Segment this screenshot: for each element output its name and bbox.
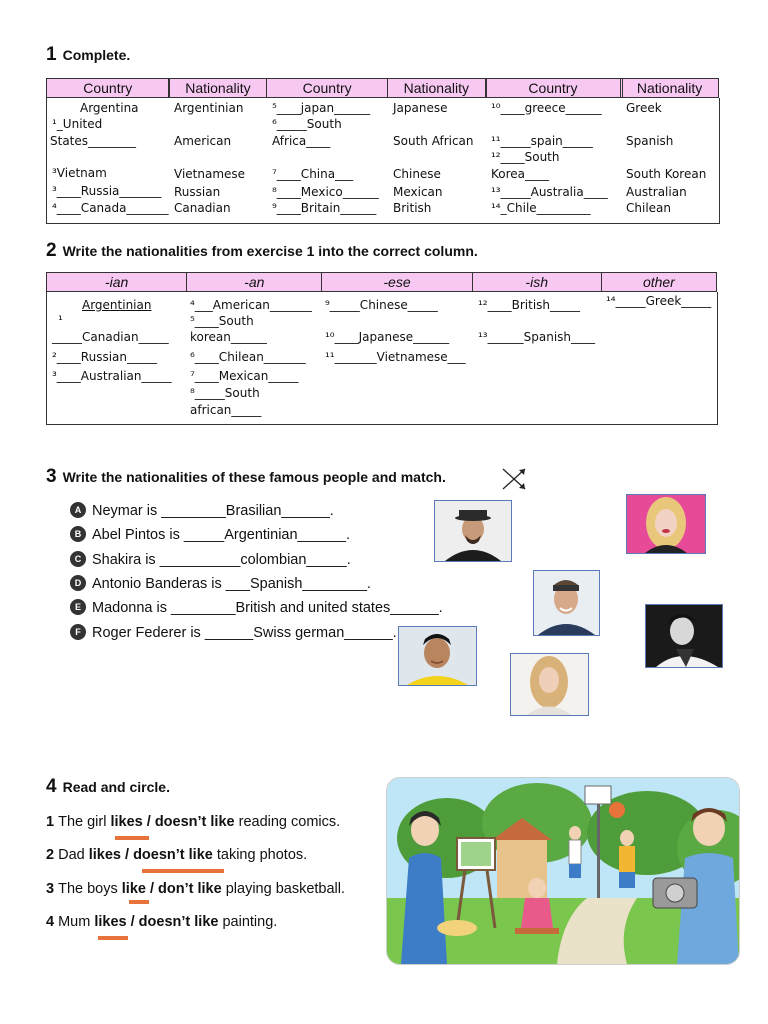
table-cell-text: States________	[50, 134, 137, 148]
table-cell-text: Korea____	[491, 167, 550, 181]
table-cell-text: Vietnamese	[174, 167, 246, 181]
table-cell-text: South Korean	[626, 167, 707, 181]
sentence-text: Madonna is ________British and united states______.	[92, 600, 443, 617]
table-cell-text: _____Canadian_____	[52, 330, 169, 344]
table-cell-text: ⁶____Chilean_______	[190, 350, 306, 364]
table-cell-text: ³____Russia_______	[52, 184, 162, 198]
table-cell-text: ¹¹_____spain_____	[491, 134, 593, 148]
table-cell-text: ¹³______Spanish____	[478, 330, 596, 344]
read-and-circle-line	[46, 881, 345, 897]
photo-blonde-woman	[626, 494, 706, 554]
table-cell-text: ⁴____Canada_______	[52, 201, 169, 215]
exercise-instruction: Write the nationalities of these famous people and match.	[62, 469, 446, 485]
exercise-number: 3	[46, 466, 57, 487]
sentence-text: Shakira is __________colombian_____.	[92, 551, 351, 568]
table-cell-text: Chinese	[393, 167, 441, 181]
sentence-text: Neymar is ________Brasilian______.	[92, 503, 334, 519]
table-cell-text: ¹¹_______Vietnamese___	[325, 350, 466, 364]
table-cell-text: ⁴___American_______	[190, 298, 312, 312]
circle-choice: like / don’t like	[121, 880, 222, 897]
table-cell-text: ⁵____japan______	[272, 101, 371, 115]
table-cell-text: Chilean	[626, 201, 671, 215]
table-cell-text: ¹³_____Australia____	[491, 185, 608, 199]
line-suffix: playing basketball.	[221, 880, 346, 897]
exercise-number: 2	[46, 240, 57, 261]
sentence-text: Roger Federer is ______Swiss german______.	[92, 624, 397, 641]
header-nationality: Nationality	[169, 79, 267, 98]
exercise-number: 4	[46, 776, 57, 797]
header-other: other	[601, 273, 716, 292]
table-cell-text: British	[393, 201, 432, 215]
header-nationality: Nationality	[387, 79, 485, 98]
circle-answer-mark	[98, 936, 128, 940]
line-number: 1	[46, 814, 59, 830]
exercise-instruction: Read and circle.	[62, 779, 170, 795]
table-cell-text: ¹	[58, 313, 63, 327]
table-cell-text: ²____Russian_____	[52, 350, 158, 364]
exercise-number: 1	[46, 44, 57, 65]
match-sentence	[70, 576, 371, 592]
table-cell-text: ¹⁰____greece______	[491, 101, 602, 115]
match-sentence	[70, 600, 443, 616]
table-cell-text: ¹⁰____Japanese______	[325, 330, 450, 344]
exercise-2-title	[46, 240, 478, 262]
table-cell-text: American	[174, 134, 232, 148]
circle-answer-mark	[129, 900, 149, 904]
table-cell-text: korean______	[190, 330, 267, 344]
header-suffix-ese: -ese	[322, 273, 472, 292]
sentence-letter-badge: E	[70, 599, 86, 615]
table-cell-text: Mexican	[393, 185, 443, 199]
table-cell-text: ¹⁴_____Greek_____	[606, 294, 712, 308]
table-cell-text: Australian	[626, 185, 687, 199]
table-cell-text: ⁸____Mexico______	[272, 185, 379, 199]
sentence-letter-badge: F	[70, 624, 86, 640]
header-country: Country	[47, 79, 170, 98]
header-nationality: Nationality	[621, 79, 719, 98]
sentence-letter-badge: D	[70, 575, 86, 591]
photo-man-with-hat	[434, 500, 512, 562]
table-cell-text: Argentinian	[174, 101, 244, 115]
line-suffix: painting.	[218, 913, 278, 930]
match-sentence	[70, 552, 351, 568]
circle-answer-mark	[142, 869, 224, 873]
sentence-letter-badge: C	[70, 551, 86, 567]
table-cell-text: ¹²____British_____	[478, 298, 581, 312]
exercise-1-header-row	[46, 78, 719, 98]
table-cell-text: ⁵____South	[190, 314, 254, 328]
table-cell-text: ⁷____Mexican_____	[190, 369, 299, 383]
line-prefix: The girl	[58, 814, 111, 830]
sentence-text: Antonio Banderas is ___Spanish________.	[92, 575, 371, 592]
table-cell-text: ⁹____Britain______	[272, 201, 377, 215]
table-cell-text: Russian	[174, 185, 221, 199]
exercise-instruction: Complete.	[62, 47, 131, 63]
photo-young-man-soccer	[398, 626, 477, 686]
table-cell-text: ¹⁴_Chile_________	[491, 201, 591, 215]
match-sentence	[70, 503, 334, 519]
table-cell-text: ¹²____South	[491, 150, 560, 164]
table-cell-text: Japanese	[393, 101, 448, 115]
column-divider	[266, 78, 267, 98]
header-suffix-ian: -ian	[47, 273, 187, 292]
photo-blonde-singer	[510, 653, 589, 716]
line-suffix: taking photos.	[212, 847, 308, 864]
table-cell-text: Africa____	[272, 134, 331, 148]
line-prefix: The boys	[58, 880, 122, 897]
exercise-2-header-row	[46, 272, 717, 292]
line-suffix: reading comics.	[234, 814, 341, 830]
read-and-circle-line	[46, 914, 277, 930]
table-cell-text: ³Vietnam	[52, 166, 107, 180]
read-and-circle-line	[46, 814, 340, 830]
sentence-letter-badge: A	[70, 502, 86, 518]
exercise-1-title	[46, 44, 130, 66]
column-divider	[168, 78, 169, 98]
table-cell-text: Argentinian	[82, 298, 152, 312]
table-cell-text: Argentina	[80, 101, 139, 115]
exercise-instruction: Write the nationalities from exercise 1 into the correct column.	[62, 243, 478, 259]
line-number: 2	[46, 847, 59, 864]
photo-man-black-white	[645, 604, 723, 668]
column-divider	[387, 78, 388, 98]
table-cell-text: Greek	[626, 101, 662, 115]
table-cell-text: ³____Australian_____	[52, 369, 172, 383]
table-cell-text: ¹_United	[52, 117, 103, 131]
table-cell-text: ⁹_____Chinese_____	[325, 298, 438, 312]
read-and-circle-line	[46, 847, 307, 863]
circle-answer-mark	[115, 836, 149, 840]
header-country: Country	[485, 79, 620, 98]
line-prefix: Mum	[58, 913, 95, 930]
exercise-3-title	[46, 466, 446, 488]
match-arrows-icon	[500, 466, 528, 492]
exercise-4-title	[46, 776, 170, 798]
table-cell-text: ⁷____China___	[272, 167, 354, 181]
table-cell-text: South African	[393, 134, 474, 148]
table-cell-text: Canadian	[174, 201, 231, 215]
sentence-letter-badge: B	[70, 526, 86, 542]
circle-choice: likes / doesn’t like	[110, 814, 235, 830]
table-cell-text: ⁸_____South	[190, 386, 260, 400]
header-country: Country	[267, 79, 388, 98]
column-divider	[486, 78, 487, 98]
column-divider	[622, 78, 623, 98]
sentence-text: Abel Pintos is _____Argentinian______.	[92, 527, 350, 544]
circle-choice: likes / doesn’t like	[94, 913, 219, 930]
line-prefix: Dad	[58, 847, 89, 864]
line-number: 4	[46, 913, 59, 930]
header-suffix-an: -an	[187, 273, 322, 292]
table-cell-text: Spanish	[626, 134, 674, 148]
match-sentence	[70, 625, 397, 641]
header-suffix-ish: -ish	[472, 273, 601, 292]
circle-choice: likes / doesn’t like	[88, 847, 213, 864]
match-sentence	[70, 527, 350, 543]
table-cell-text: ⁶_____South	[272, 117, 342, 131]
table-cell-text: african_____	[190, 403, 262, 417]
photo-man-with-headband	[533, 570, 600, 636]
park-scene-illustration	[386, 777, 740, 965]
line-number: 3	[46, 880, 59, 897]
